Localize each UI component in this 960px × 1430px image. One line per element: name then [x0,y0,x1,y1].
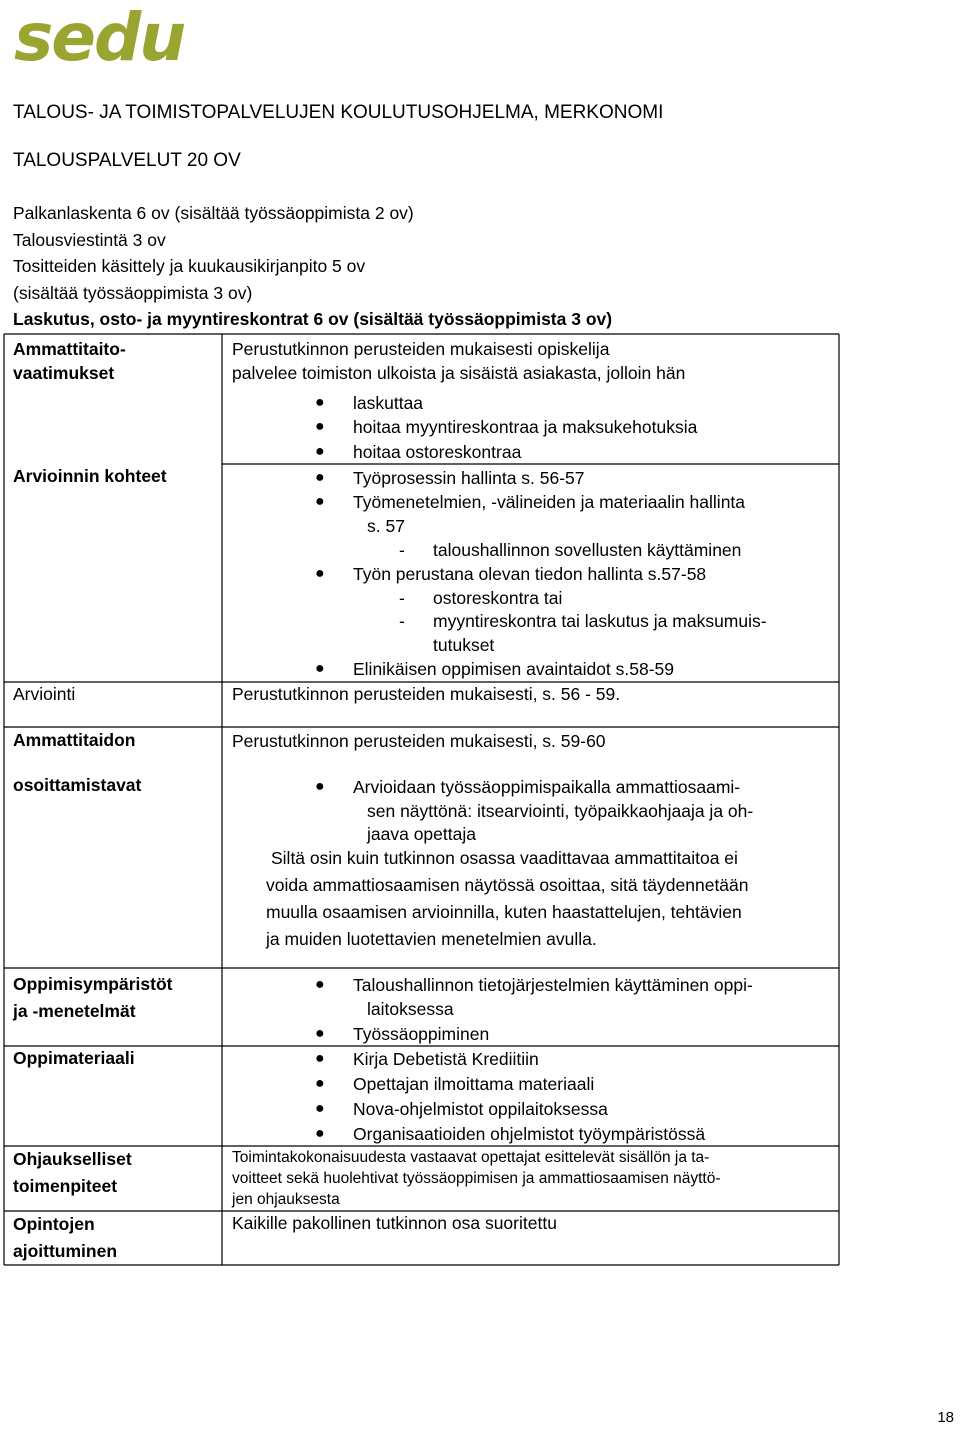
bullet-icon: ● [315,1125,325,1142]
intro-line: Tositteiden käsittely ja kuukausikirjanpito 5 ov [13,256,366,276]
requirements-text-line: palvelee toimiston ulkoista ja sisäistä asiakasta, jolloin hän [232,363,686,383]
environments-bullet [315,1022,490,1046]
timing-label-line: Opintojen [13,1214,95,1234]
paragraph-line: Siltä osin kuin tutkinnon osassa vaadittavaa ammattitaitoa ei [271,848,738,868]
bullet-text: Työn perustana olevan tiedon hallinta s.57-58 [353,564,707,584]
demonstration-bullet-cont: jaava opettaja [367,824,476,844]
intro-line: Talousviestintä 3 ov [13,229,166,250]
bullet-icon: ● [315,1050,325,1067]
materials-bullet [315,1072,595,1096]
bullet-text: Arvioidaan työssäoppimispaikalla ammattiosaami- [353,777,741,797]
timing-label-line: ajoittuminen [13,1241,118,1261]
module-heading: TALOUSPALVELUT 20 OV [13,150,241,171]
criteria-bullet [315,562,707,586]
bullet-text: Työprosessin hallinta s. 56-57 [353,468,585,488]
bullet-text: Kirja Debetistä Krediitiin [353,1049,539,1069]
bullet-icon: ● [315,394,325,411]
bullet-icon: ● [315,1025,325,1042]
demonstration-label: Ammattitaidon [13,730,136,750]
bullet-icon: ● [315,1100,325,1117]
guidance-text [232,1147,721,1210]
bullet-icon: ● [315,418,325,435]
demonstration-text: Perustutkinnon perusteiden mukaisesti, s. 59-60 [232,731,606,751]
guidance-text-line: voitteet sekä huolehtivat työssäoppimisen ja ammattiosaamisen näyttö- [232,1170,721,1187]
requirements-label-line: vaatimukset [13,363,115,383]
bullet-icon: ● [315,778,325,795]
timing-label [13,1211,117,1265]
criteria-bullet-cont: s. 57 [367,516,405,536]
requirements-label [13,337,126,385]
environments-label-line: ja -menetelmät [13,1001,136,1021]
bullet-text: Työmenetelmien, -välineiden ja materiaalin hallinta [353,492,746,512]
environments-bullet-cont: laitoksessa [367,999,454,1019]
bullet-text: Elinikäisen oppimisen avaintaidot s.58-59 [353,659,675,679]
demonstration-bullet [315,775,741,799]
guidance-text-line: Toimintakokonaisuudesta vastaavat opettajat esittelevät sisällön ja ta- [232,1149,710,1166]
criteria-dash-item: myyntireskontra tai laskutus ja maksumuis- [433,611,767,631]
bullet-icon: ● [315,1075,325,1092]
assessment-label: Arviointi [13,684,76,704]
bullet-text: Nova-ohjelmistot oppilaitoksessa [353,1099,608,1119]
requirements-label-line: Ammattitaito- [13,339,126,359]
requirements-bullet [315,440,522,464]
program-heading: TALOUS- JA TOIMISTOPALVELUJEN KOULUTUSOHJELMA, MERKONOMI [13,102,664,123]
bullet-text: Opettajan ilmoittama materiaali [353,1074,595,1094]
criteria-dash-item: taloushallinnon sovellusten käyttäminen [433,540,742,560]
environments-bullet [315,973,753,997]
demonstration-label: osoittamistavat [13,775,142,795]
materials-bullet [315,1097,608,1121]
bullet-icon: ● [315,660,325,677]
criteria-dash-item-cont: tutukset [433,635,495,655]
dash-marker: - [399,611,405,631]
bullet-text: Organisaatioiden ohjelmistot työympäristössä [353,1124,706,1144]
guidance-label [13,1146,132,1200]
dash-marker: - [399,588,405,608]
criteria-dash-item: ostoreskontra tai [433,588,563,608]
bullet-icon: ● [315,469,325,486]
materials-bullet [315,1047,539,1071]
bullet-text: Työssäoppiminen [353,1024,490,1044]
materials-bullet [315,1122,706,1146]
requirements-bullet [315,391,424,415]
environments-label [13,971,172,1025]
page-number: 18 [937,1409,954,1426]
module-intro [13,200,612,333]
bullet-icon: ● [315,443,325,460]
demonstration-bullet-cont: sen näyttönä: itsearviointi, työpaikkaohjaaja ja oh- [367,801,754,821]
dash-marker: - [399,540,405,560]
bullet-text: hoitaa ostoreskontraa [353,442,522,462]
assessment-text: Perustutkinnon perusteiden mukaisesti, s. 56 - 59. [232,684,621,704]
demonstration-paragraph [266,845,846,953]
criteria-bullet [315,466,585,490]
paragraph-line: ja muiden luotettavien menetelmien avulla. [266,929,597,949]
paragraph-line: muulla osaamisen arvioinnilla, kuten haastattelujen, tehtävien [266,902,742,922]
bullet-text: Taloushallinnon tietojärjestelmien käyttäminen oppi- [353,975,753,995]
environments-label-line: Oppimisympäristöt [13,974,173,994]
bullet-text: laskuttaa [353,393,424,413]
bullet-icon: ● [315,565,325,582]
bullet-icon: ● [315,976,325,993]
intro-bold-line: Laskutus, osto- ja myyntireskontrat 6 ov (sisältää työssäoppimista 3 ov) [13,309,613,329]
criteria-bullet [315,657,675,681]
sedu-logo [12,2,202,74]
criteria-bullet [315,490,746,514]
criteria-label: Arvioinnin kohteet [13,466,167,486]
intro-line: (sisältää työssäoppimista 3 ov) [13,282,253,303]
guidance-text-line: jen ohjauksesta [232,1191,340,1208]
intro-line: Palkanlaskenta 6 ov (sisältää työssäoppimista 2 ov) [13,203,414,223]
paragraph-line: voida ammattiosaamisen näytössä osoittaa, sitä täydennetään [266,875,749,895]
requirements-text-line: Perustutkinnon perusteiden mukaisesti opiskelija [232,339,610,359]
timing-text: Kaikille pakollinen tutkinnon osa suoritettu [232,1213,557,1233]
logo-wordmark: sedu [14,2,185,74]
requirements-bullet [315,415,698,439]
guidance-label-line: toimenpiteet [13,1176,118,1196]
sedu-logo-graphic [12,2,202,74]
requirements-text [232,337,685,385]
bullet-icon: ● [315,493,325,510]
materials-label: Oppimateriaali [13,1048,135,1068]
bullet-text: hoitaa myyntireskontraa ja maksukehotuksia [353,417,698,437]
guidance-label-line: Ohjaukselliset [13,1149,132,1169]
